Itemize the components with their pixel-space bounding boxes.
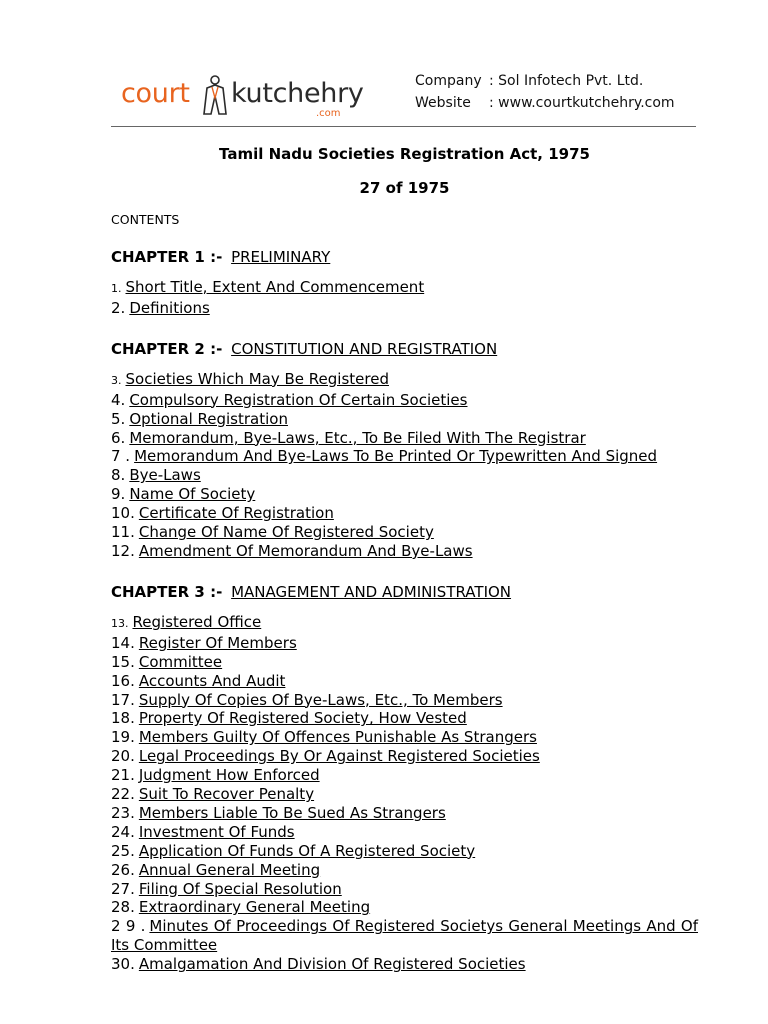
website-label: Website: [415, 95, 471, 111]
toc-item: [111, 391, 698, 410]
toc-item: [111, 804, 698, 823]
toc-link[interactable]: Accounts And Audit: [138, 671, 286, 690]
website-row: [415, 92, 675, 114]
website-link[interactable]: : www.courtkutchehry.com: [489, 95, 675, 111]
toc-link[interactable]: Extraordinary General Meeting: [138, 898, 371, 917]
lawyer-figure-icon: [197, 74, 233, 116]
item-number: 25.: [111, 841, 135, 860]
toc-item: [111, 466, 698, 485]
logo-text-kutchehry: kutchehry: [231, 78, 364, 109]
toc-link[interactable]: Legal Proceedings By Or Against Registered Societies: [138, 747, 540, 766]
toc-item: [111, 917, 698, 955]
spacer: [111, 561, 698, 575]
toc-link[interactable]: Amendment Of Memorandum And Bye-Laws: [138, 541, 473, 560]
company-value: : Sol Infotech Pvt. Ltd.: [489, 73, 644, 89]
toc-link[interactable]: Property Of Registered Society, How Vested: [138, 709, 467, 728]
table-of-contents: [111, 240, 698, 974]
item-number: 1.: [111, 282, 122, 295]
toc-link[interactable]: Suit To Recover Penalty: [138, 785, 315, 804]
toc-item: [111, 823, 698, 842]
toc-link[interactable]: Societies Which May Be Registered: [125, 369, 389, 388]
toc-link[interactable]: Definitions: [129, 298, 210, 317]
document-subtitle: 27 of 1975: [359, 179, 450, 197]
chapter-label: CHAPTER 3 :-: [111, 582, 223, 601]
chapter-title-link[interactable]: PRELIMINARY: [231, 248, 331, 266]
chapter-heading: [111, 338, 698, 360]
toc-link[interactable]: Memorandum And Bye-Laws To Be Printed Or Typewritten And Signed: [134, 447, 658, 466]
item-number: 16.: [111, 671, 135, 690]
toc-link[interactable]: Committee: [138, 652, 223, 671]
item-number: 4.: [111, 390, 126, 409]
item-number: 9.: [111, 485, 126, 504]
toc-link[interactable]: Register Of Members: [138, 633, 297, 652]
item-number: 18.: [111, 709, 135, 728]
toc-link[interactable]: Short Title, Extent And Commencement: [125, 278, 425, 296]
toc-item: [111, 861, 698, 880]
toc-item: [111, 370, 698, 391]
toc-link[interactable]: Judgment How Enforced: [138, 766, 320, 785]
item-number: 2.: [111, 298, 126, 317]
item-number: 26.: [111, 860, 135, 879]
chapter-label: CHAPTER 2 :-: [111, 339, 223, 358]
item-number: 2 9 .: [111, 917, 146, 936]
toc-link[interactable]: Application Of Funds Of A Registered Society: [138, 841, 476, 860]
item-number: 30.: [111, 955, 135, 974]
item-number: 20.: [111, 747, 135, 766]
toc-item: [111, 842, 698, 861]
toc-item: [111, 429, 698, 448]
toc-link[interactable]: Members Liable To Be Sued As Strangers: [138, 803, 446, 822]
contents-label: CONTENTS: [111, 212, 180, 227]
header-divider: [111, 126, 696, 127]
toc-link[interactable]: Members Guilty Of Offences Punishable As Strangers: [138, 728, 537, 747]
toc-item: [111, 485, 698, 504]
item-number: 11.: [111, 523, 135, 542]
toc-item: [111, 504, 698, 523]
item-number: 3.: [111, 373, 122, 387]
item-number: 12.: [111, 541, 135, 560]
toc-item: [111, 299, 698, 318]
toc-link[interactable]: Filing Of Special Resolution: [138, 879, 342, 898]
chapter-title-link[interactable]: CONSTITUTION AND REGISTRATION: [231, 339, 498, 358]
toc-item: [111, 898, 698, 917]
toc-item: [111, 613, 698, 634]
item-number: 7 .: [111, 447, 131, 466]
toc-link[interactable]: Amalgamation And Division Of Registered Societies: [138, 955, 526, 974]
toc-link[interactable]: Optional Registration: [129, 409, 288, 428]
toc-item: [111, 785, 698, 804]
item-number: 24.: [111, 822, 135, 841]
toc-item: [111, 747, 698, 766]
item-number: 14.: [111, 633, 135, 652]
spacer: [111, 318, 698, 332]
item-number: 17.: [111, 690, 135, 709]
toc-link[interactable]: Memorandum, Bye-Laws, Etc., To Be Filed With The Registrar: [129, 428, 586, 447]
toc-item: [111, 709, 698, 728]
toc-link[interactable]: Minutes Of Proceedings Of Registered Societys General Meetings And Of Its Committee: [111, 917, 698, 955]
toc-link[interactable]: Annual General Meeting: [138, 860, 321, 879]
item-number: 8.: [111, 466, 126, 485]
chapter-heading: [111, 246, 698, 268]
company-info: [415, 70, 675, 114]
toc-item: [111, 880, 698, 899]
company-row: [415, 70, 675, 92]
item-number: 27.: [111, 879, 135, 898]
company-label: Company: [415, 73, 482, 89]
chapter-label: CHAPTER 1 :-: [111, 248, 223, 266]
toc-item: [111, 653, 698, 672]
item-number: 22.: [111, 785, 135, 804]
page-header: [0, 0, 768, 130]
item-number: 23.: [111, 803, 135, 822]
toc-link[interactable]: Investment Of Funds: [138, 822, 295, 841]
toc-item: [111, 634, 698, 653]
toc-item: [111, 447, 698, 466]
toc-link[interactable]: Name Of Society: [129, 485, 256, 504]
logo-text-court: court: [121, 78, 190, 109]
toc-item: [111, 955, 698, 974]
toc-link[interactable]: Change Of Name Of Registered Society: [138, 523, 434, 542]
toc-link[interactable]: Supply Of Copies Of Bye-Laws, Etc., To Members: [138, 690, 503, 709]
chapter-title-link[interactable]: MANAGEMENT AND ADMINISTRATION: [231, 582, 512, 601]
toc-link[interactable]: Registered Office: [132, 612, 262, 631]
toc-item: [111, 691, 698, 710]
toc-link[interactable]: Bye-Laws: [129, 466, 201, 485]
toc-link[interactable]: Certificate Of Registration: [138, 504, 334, 523]
item-number: 28.: [111, 898, 135, 917]
toc-item: [111, 542, 698, 561]
toc-item: [111, 728, 698, 747]
toc-link[interactable]: Compulsory Registration Of Certain Societies: [129, 390, 468, 409]
chapter-heading: [111, 581, 698, 603]
item-number: 15.: [111, 652, 135, 671]
toc-item: [111, 278, 698, 299]
toc-item: [111, 410, 698, 429]
item-number: 10.: [111, 504, 135, 523]
item-number: 21.: [111, 766, 135, 785]
item-number: 5.: [111, 409, 126, 428]
toc-item: [111, 672, 698, 691]
document-title: Tamil Nadu Societies Registration Act, 1975: [219, 145, 590, 163]
toc-item: [111, 523, 698, 542]
item-number: 13.: [111, 616, 129, 630]
item-number: 19.: [111, 728, 135, 747]
item-number: 6.: [111, 428, 126, 447]
logo-text-com: .com: [316, 108, 341, 119]
toc-item: [111, 766, 698, 785]
